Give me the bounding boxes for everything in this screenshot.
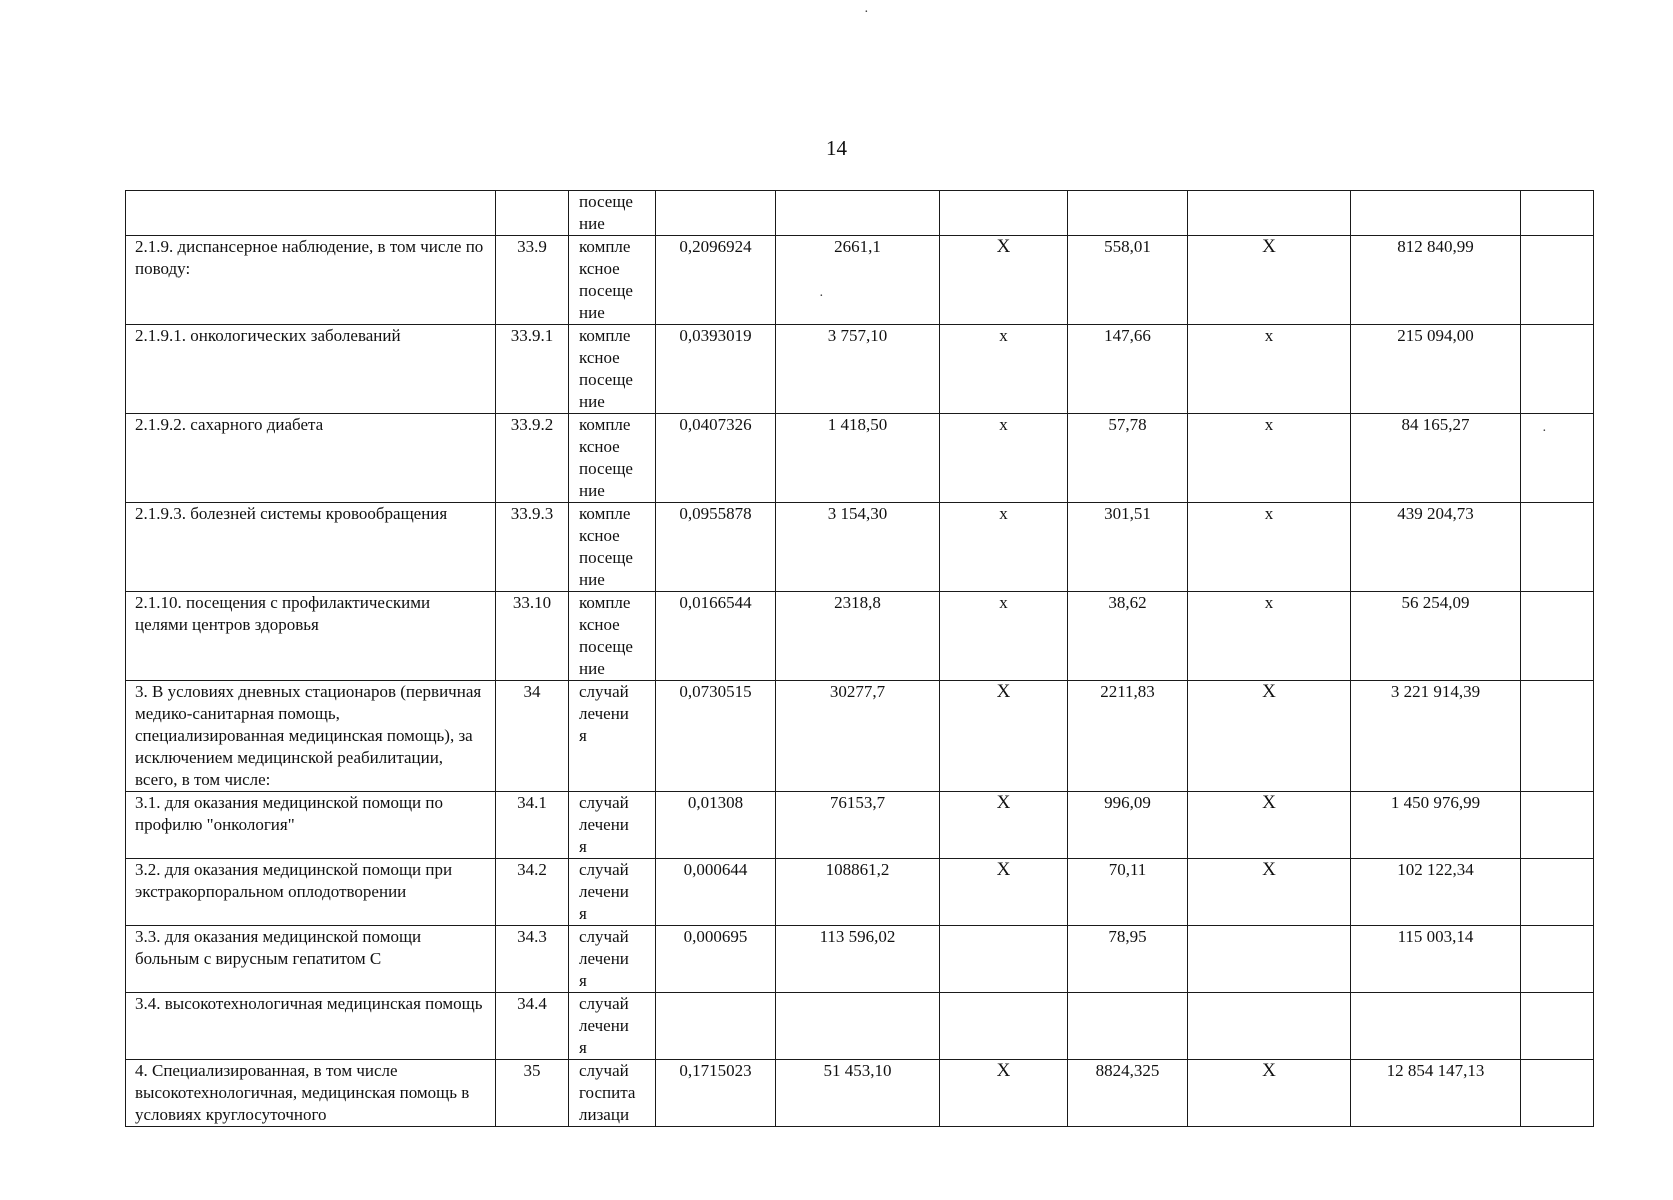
- row-cost: 113 596,02: [776, 926, 940, 993]
- table-row: [126, 681, 1594, 792]
- row-col10: [1521, 191, 1594, 236]
- row-name: 3. В условиях дневных стационаров (первичная медико-санитарная помощь, специализированная медицинская помощь), за исключением медицинской реабилитации, всего, в том числе:: [126, 681, 496, 792]
- row-col9: 115 003,14: [1351, 926, 1521, 993]
- row-col8: [1188, 993, 1351, 1060]
- row-col6: х: [940, 414, 1068, 503]
- row-name: [126, 191, 496, 236]
- row-code: 33.9.3: [496, 503, 569, 592]
- row-col9: 812 840,99: [1351, 236, 1521, 325]
- row-col9: 102 122,34: [1351, 859, 1521, 926]
- row-rate: 0,000644: [656, 859, 776, 926]
- row-cost: 3 154,30: [776, 503, 940, 592]
- row-col9: 439 204,73: [1351, 503, 1521, 592]
- row-col7: 8824,325: [1068, 1060, 1188, 1127]
- row-code: 33.10: [496, 592, 569, 681]
- row-code: 33.9.1: [496, 325, 569, 414]
- row-rate: 0,0166544: [656, 592, 776, 681]
- row-col6: х: [940, 503, 1068, 592]
- row-col9: 1 450 976,99: [1351, 792, 1521, 859]
- table-row: [126, 414, 1594, 503]
- row-cost: 2318,8: [776, 592, 940, 681]
- row-name: 4. Специализированная, в том числе высокотехнологичная, медицинская помощь в условиях круглосуточного: [126, 1060, 496, 1127]
- row-unit: случай лечени я: [569, 792, 656, 859]
- row-col9: 3 221 914,39: [1351, 681, 1521, 792]
- row-col8: х: [1188, 325, 1351, 414]
- row-name: 2.1.9.3. болезней системы кровообращения: [126, 503, 496, 592]
- row-col9: 215 094,00: [1351, 325, 1521, 414]
- row-col10: [1521, 792, 1594, 859]
- row-unit: компле ксное посеще ние: [569, 325, 656, 414]
- table-row: [126, 592, 1594, 681]
- row-rate: 0,0407326: [656, 414, 776, 503]
- row-col10: [1521, 503, 1594, 592]
- row-col9: [1351, 993, 1521, 1060]
- row-name: 2.1.10. посещения с профилактическими целями центров здоровья: [126, 592, 496, 681]
- row-col7: 147,66: [1068, 325, 1188, 414]
- table-row: [126, 792, 1594, 859]
- row-rate: 0,0955878: [656, 503, 776, 592]
- row-name: 3.1. для оказания медицинской помощи по профилю "онкология": [126, 792, 496, 859]
- row-unit: случай лечени я: [569, 993, 656, 1060]
- row-col7: 57,78: [1068, 414, 1188, 503]
- row-code: 35: [496, 1060, 569, 1127]
- row-rate: 0,2096924: [656, 236, 776, 325]
- row-col7: 78,95: [1068, 926, 1188, 993]
- row-rate: 0,1715023: [656, 1060, 776, 1127]
- row-rate: [656, 993, 776, 1060]
- row-rate: 0,0393019: [656, 325, 776, 414]
- table-row: [126, 993, 1594, 1060]
- table-row: [126, 859, 1594, 926]
- row-col8: х: [1188, 414, 1351, 503]
- row-name: 3.2. для оказания медицинской помощи при экстракорпоральном оплодотворении: [126, 859, 496, 926]
- row-unit: компле ксное посеще ние: [569, 414, 656, 503]
- row-col10: [1521, 681, 1594, 792]
- row-col8: х: [1188, 503, 1351, 592]
- row-unit: случай лечени я: [569, 681, 656, 792]
- row-col8: Х: [1188, 859, 1351, 926]
- table-row: [126, 503, 1594, 592]
- row-unit: компле ксное посеще ние: [569, 236, 656, 325]
- row-code: 34: [496, 681, 569, 792]
- row-col8: [1188, 191, 1351, 236]
- row-col8: Х: [1188, 1060, 1351, 1127]
- row-name: 3.3. для оказания медицинской помощи больным с вирусным гепатитом С: [126, 926, 496, 993]
- row-rate: 0,01308: [656, 792, 776, 859]
- row-col7: 996,09: [1068, 792, 1188, 859]
- row-col9: 12 854 147,13: [1351, 1060, 1521, 1127]
- row-col6: Х: [940, 792, 1068, 859]
- row-col6: [940, 926, 1068, 993]
- scan-speck: ·: [819, 289, 824, 304]
- row-unit: случай лечени я: [569, 926, 656, 993]
- row-cost: [776, 993, 940, 1060]
- row-col10: [1521, 236, 1594, 325]
- row-col10: [1521, 1060, 1594, 1127]
- row-col10: [1521, 414, 1594, 503]
- row-col6: [940, 993, 1068, 1060]
- row-cost: 30277,7: [776, 681, 940, 792]
- row-col7: 301,51: [1068, 503, 1188, 592]
- row-col7: [1068, 993, 1188, 1060]
- data-table: [125, 190, 1594, 1127]
- table-row: [126, 325, 1594, 414]
- row-col7: [1068, 191, 1188, 236]
- row-col6: Х: [940, 681, 1068, 792]
- row-col6: Х: [940, 1060, 1068, 1127]
- row-col7: 558,01: [1068, 236, 1188, 325]
- row-unit: случай лечени я: [569, 859, 656, 926]
- row-cost: 1 418,50: [776, 414, 940, 503]
- row-code: [496, 191, 569, 236]
- row-cost: 3 757,10: [776, 325, 940, 414]
- row-unit: компле ксное посеще ние: [569, 592, 656, 681]
- row-col6: х: [940, 325, 1068, 414]
- row-unit: посеще ние: [569, 191, 656, 236]
- row-cost: 51 453,10: [776, 1060, 940, 1127]
- row-rate: [656, 191, 776, 236]
- row-col6: [940, 191, 1068, 236]
- table-body: [126, 191, 1594, 1127]
- row-cost: 76153,7: [776, 792, 940, 859]
- row-col9: [1351, 191, 1521, 236]
- row-col10: [1521, 926, 1594, 993]
- row-col10: [1521, 993, 1594, 1060]
- table-row: [126, 926, 1594, 993]
- row-name: 2.1.9.1. онкологических заболеваний: [126, 325, 496, 414]
- row-col6: Х: [940, 859, 1068, 926]
- row-code: 34.1: [496, 792, 569, 859]
- row-col8: [1188, 926, 1351, 993]
- row-code: 34.2: [496, 859, 569, 926]
- row-col7: 38,62: [1068, 592, 1188, 681]
- row-col10: [1521, 859, 1594, 926]
- row-code: 34.4: [496, 993, 569, 1060]
- page-number: 14: [826, 136, 847, 160]
- table-row: [126, 191, 1594, 236]
- table-row: [126, 236, 1594, 325]
- row-col10: [1521, 325, 1594, 414]
- table-row: [126, 1060, 1594, 1127]
- row-name: 2.1.9. диспансерное наблюдение, в том числе по поводу:: [126, 236, 496, 325]
- row-cost: 108861,2: [776, 859, 940, 926]
- row-code: 34.3: [496, 926, 569, 993]
- row-unit: случай госпита лизаци: [569, 1060, 656, 1127]
- row-col8: Х: [1188, 236, 1351, 325]
- row-name: 2.1.9.2. сахарного диабета: [126, 414, 496, 503]
- row-code: 33.9.2: [496, 414, 569, 503]
- row-name: 3.4. высокотехнологичная медицинская помощь: [126, 993, 496, 1060]
- row-code: 33.9: [496, 236, 569, 325]
- row-col8: х: [1188, 592, 1351, 681]
- scan-speck: ·: [864, 5, 869, 20]
- row-rate: 0,000695: [656, 926, 776, 993]
- row-rate: 0,0730515: [656, 681, 776, 792]
- row-col6: Х: [940, 236, 1068, 325]
- row-col7: 2211,83: [1068, 681, 1188, 792]
- scan-speck: ·: [1542, 424, 1547, 439]
- row-col8: Х: [1188, 681, 1351, 792]
- row-col10: [1521, 592, 1594, 681]
- row-col9: 56 254,09: [1351, 592, 1521, 681]
- row-col6: х: [940, 592, 1068, 681]
- row-unit: компле ксное посеще ние: [569, 503, 656, 592]
- row-cost: [776, 191, 940, 236]
- row-col7: 70,11: [1068, 859, 1188, 926]
- row-col8: Х: [1188, 792, 1351, 859]
- row-cost: 2661,1: [776, 236, 940, 325]
- row-col9: 84 165,27: [1351, 414, 1521, 503]
